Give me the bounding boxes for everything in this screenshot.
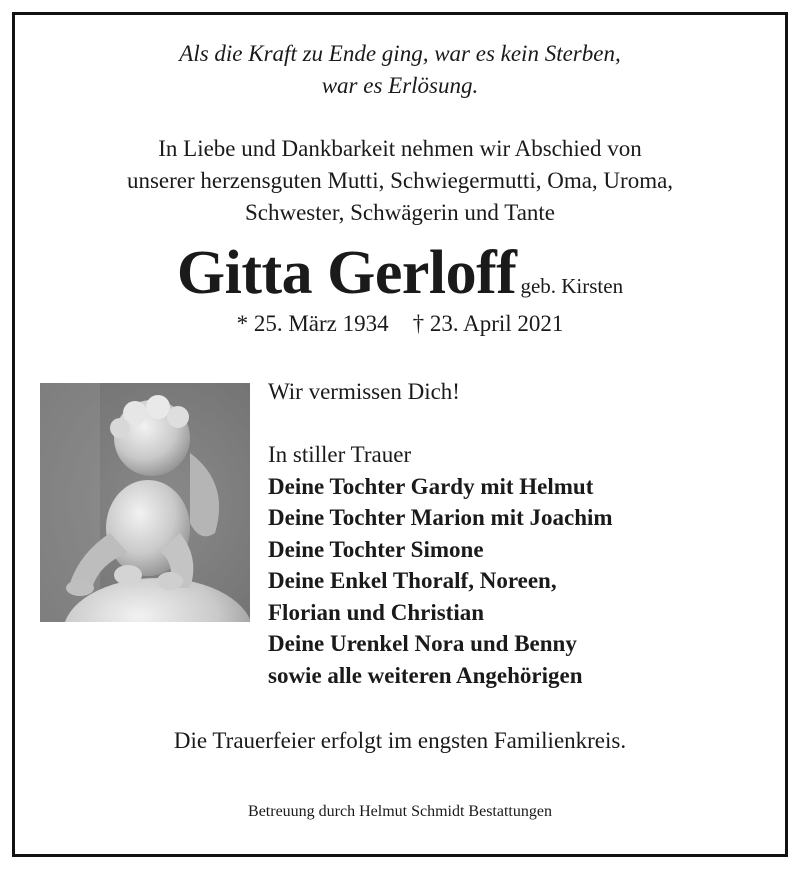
birth-date: * 25. März 1934	[236, 311, 389, 336]
mourners-block	[268, 376, 613, 691]
maiden-name: geb. Kirsten	[520, 274, 624, 298]
death-date: † 23. April 2021	[412, 311, 564, 336]
intro-line-1: In Liebe und Dankbarkeit nehmen wir Abschied von	[158, 136, 642, 161]
mourner-line: Deine Tochter Marion mit Joachim	[268, 505, 613, 530]
intro-line-3: Schwester, Schwägerin und Tante	[244, 200, 556, 225]
farewell-intro	[0, 133, 800, 229]
intro-line-2: unserer herzensguten Mutti, Schwiegermutti, Oma, Uroma,	[126, 168, 674, 193]
cherub-statue-photo	[40, 383, 250, 622]
cherub-statue-icon	[40, 383, 250, 622]
mourner-line: Florian und Christian	[268, 599, 484, 625]
mourners-intro: In stiller Trauer	[268, 442, 412, 467]
mourners-greeting: Wir vermissen Dich!	[268, 379, 460, 404]
spacer	[268, 408, 613, 440]
ceremony-note: Die Trauerfeier erfolgt im engsten Familienkreis.	[173, 728, 627, 753]
memorial-quote	[0, 38, 800, 102]
mourner-line: sowie alle weiteren Angehörigen	[268, 662, 583, 688]
quote-line-1: Als die Kraft zu Ende ging, war es kein Sterben,	[179, 41, 621, 66]
mourner-line: Deine Urenkel Nora und Benny	[268, 631, 577, 656]
mourner-line: Deine Enkel Thoralf, Noreen,	[268, 568, 557, 593]
mourner-line: Deine Tochter Simone	[268, 536, 484, 562]
mourner-line: Deine Tochter Gardy mit Helmut	[268, 473, 594, 499]
quote-line-2: war es Erlösung.	[321, 73, 479, 98]
deceased-name-line	[0, 238, 800, 308]
life-dates	[0, 311, 800, 337]
deceased-name: Gitta Gerloff	[176, 239, 517, 307]
undertaker-credit: Betreuung durch Helmut Schmidt Bestattungen	[248, 803, 552, 820]
